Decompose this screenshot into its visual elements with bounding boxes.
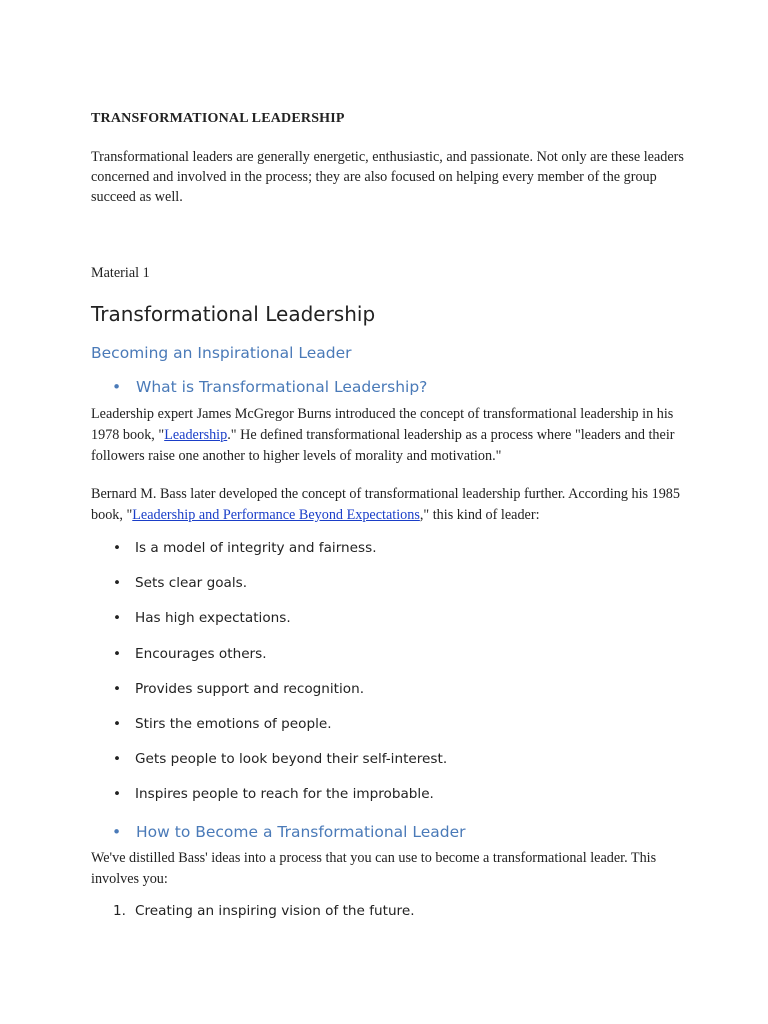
leader-traits-list xyxy=(113,540,447,822)
section-heading-text: What is Transformational Leadership? xyxy=(136,378,428,396)
list-item xyxy=(113,681,447,716)
intro-paragraph: Transformational leaders are generally energetic, enthusiastic, and passionate. Not only are these leaders concerned and involved in the process; they are also focused on helping every member of the group succeed as well. xyxy=(91,149,684,205)
bullet-icon: • xyxy=(113,715,122,732)
paragraph-text: ." He defined transformational leadership as a process where "leaders and their followers raise one another to higher levels of morality and motivation." xyxy=(91,427,675,464)
list-item xyxy=(113,646,447,681)
paragraph-bass xyxy=(91,484,681,526)
bullet-icon: • xyxy=(113,786,122,803)
bullet-icon: • xyxy=(113,645,122,662)
paragraph-text: ," this kind of leader: xyxy=(419,507,540,523)
bullet-icon: • xyxy=(112,378,122,396)
list-item-text: Gets people to look beyond their self-interest. xyxy=(135,751,448,768)
list-item xyxy=(113,716,447,751)
step-text: Creating an inspiring vision of the future. xyxy=(135,903,415,919)
step-item xyxy=(113,903,415,919)
material-label: Material 1 xyxy=(91,265,150,281)
bullet-icon: • xyxy=(113,540,122,556)
list-item xyxy=(113,610,447,645)
bullet-icon: • xyxy=(113,610,122,627)
heading-inspirational-leader: Becoming an Inspirational Leader xyxy=(91,344,352,362)
section-heading-how-to xyxy=(112,823,466,841)
list-item-text: Inspires people to reach for the improbable. xyxy=(135,786,434,803)
list-item-text: Is a model of integrity and fairness. xyxy=(135,540,377,556)
heading-transformational-leadership: Transformational Leadership xyxy=(91,302,376,326)
steps-list xyxy=(113,903,415,919)
step-number: 1. xyxy=(113,903,126,919)
paragraph-text: Leadership expert James McGregor Burns introduced the concept of transformational leadership in his 1978 book, " xyxy=(91,406,674,443)
bullet-icon: • xyxy=(113,680,122,697)
link-bass-book[interactable]: Leadership and Performance Beyond Expectations xyxy=(132,507,420,523)
list-item xyxy=(113,751,447,786)
section-heading-what-is xyxy=(112,378,427,396)
section-heading-text: How to Become a Transformational Leader xyxy=(136,823,466,841)
list-item xyxy=(113,786,447,821)
paragraph-text: Bernard M. Bass later developed the concept of transformational leadership further. According his 1985 book, " xyxy=(91,486,680,523)
bullet-icon: • xyxy=(113,575,122,592)
bullet-icon: • xyxy=(113,751,122,768)
paragraph-process: We've distilled Bass' ideas into a process that you can use to become a transformational leader. This involves you: xyxy=(91,850,657,887)
list-item-text: Has high expectations. xyxy=(135,610,291,627)
list-item-text: Encourages others. xyxy=(135,645,267,662)
list-item xyxy=(113,540,447,575)
paragraph-burns xyxy=(91,404,681,467)
link-leadership-book[interactable]: Leadership xyxy=(164,427,228,443)
list-item-text: Provides support and recognition. xyxy=(135,680,365,697)
list-item xyxy=(113,575,447,610)
list-item-text: Sets clear goals. xyxy=(135,575,248,592)
list-item-text: Stirs the emotions of people. xyxy=(135,715,332,732)
document-title: TRANSFORMATIONAL LEADERSHIP xyxy=(91,111,345,126)
bullet-icon: • xyxy=(112,823,122,841)
